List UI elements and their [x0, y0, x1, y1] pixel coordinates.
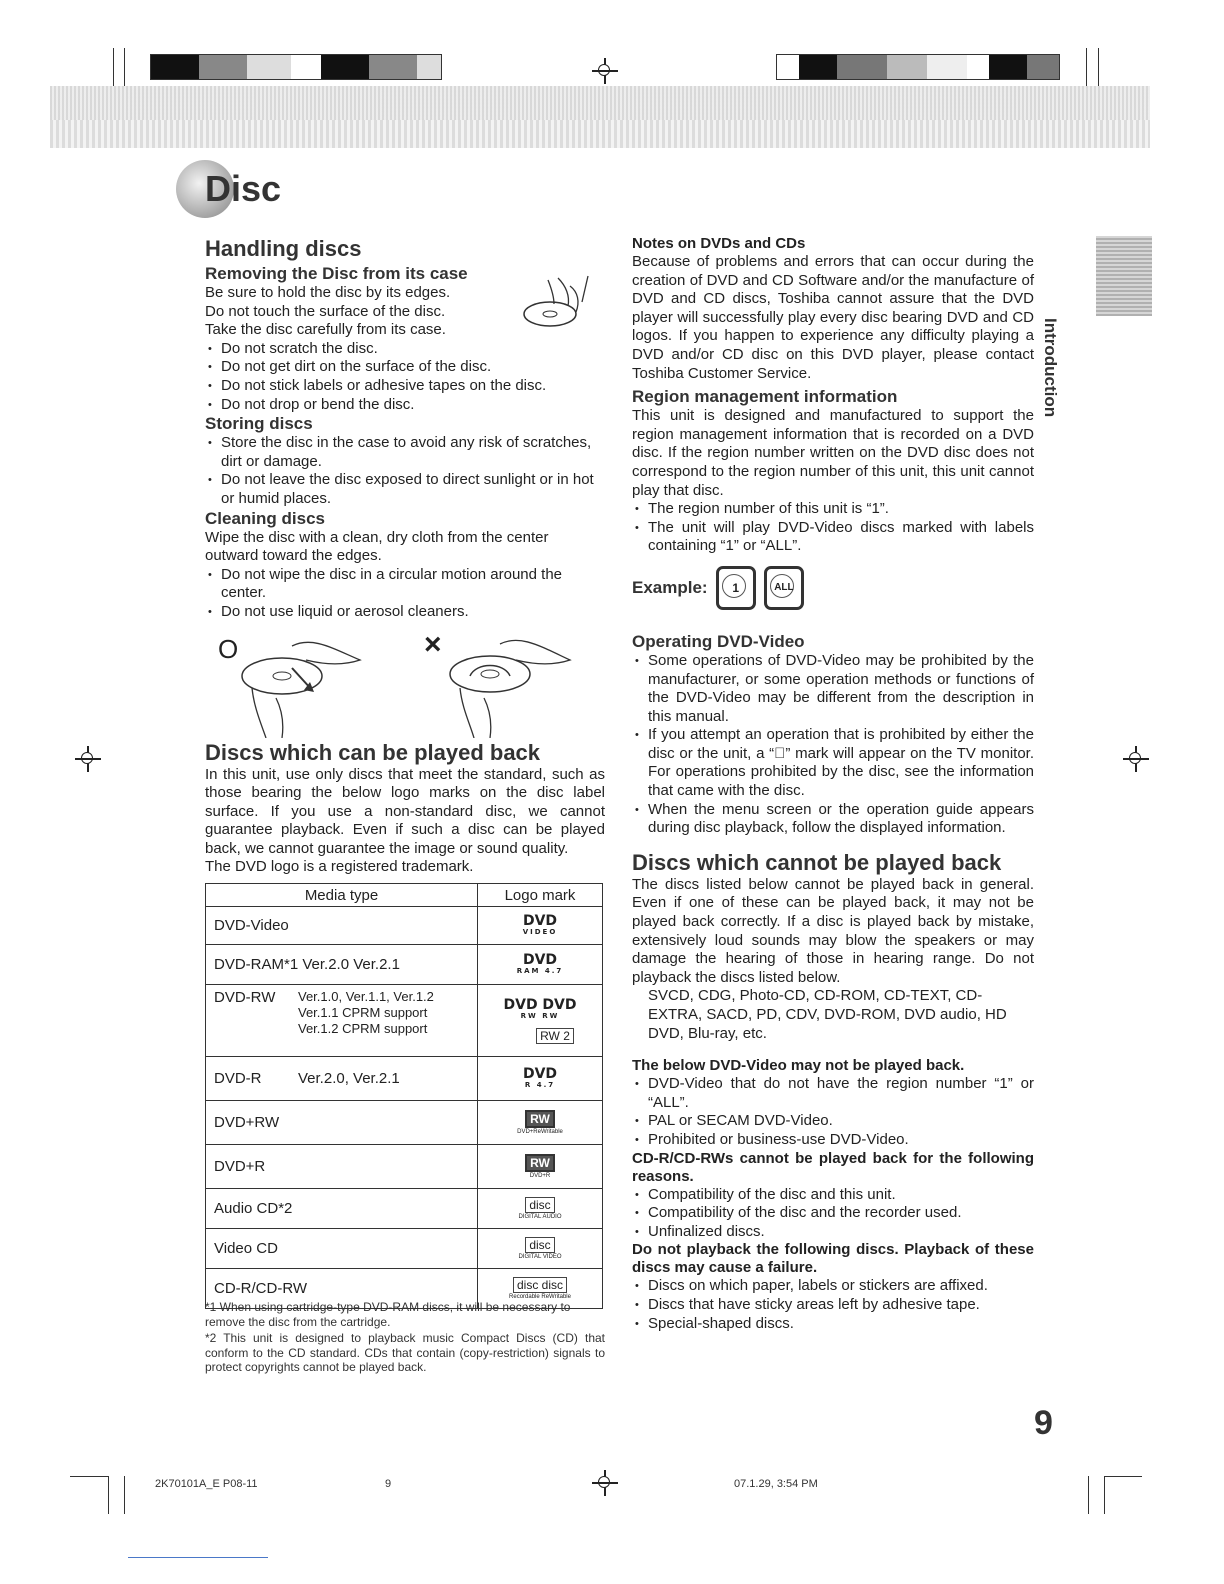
list-item: • Unfinalized discs. — [632, 1223, 1034, 1242]
list-item: • PAL or SECAM DVD-Video. — [632, 1112, 1034, 1131]
cannot-list: SVCD, CDG, Photo-CD, CD-ROM, CD-TEXT, CD-EXTRA, SACD, PD, CDV, DVD-ROM, DVD audio, HD DVD, Blu-ray, etc. — [648, 987, 1007, 1042]
storing-heading: Storing discs — [205, 414, 313, 434]
list-item: • The unit will play DVD-Video discs marked with labels containing “1” or “ALL”. — [632, 519, 1034, 556]
logo-cell: disc disc Recordable ReWritable — [478, 1269, 603, 1309]
registration-mark-top — [592, 58, 618, 84]
playable-section — [205, 740, 605, 876]
registration-mark-bottom — [592, 1470, 618, 1496]
footer-page: 9 — [385, 1478, 392, 1490]
table-row — [206, 1101, 603, 1145]
media-cell — [206, 1057, 478, 1101]
page-title: Disc — [205, 168, 282, 209]
list-item: • Store the disc in the case to avoid any risk of scratches, dirt or damage. — [205, 434, 603, 471]
list-item: • DVD-Video that do not have the region number “1” or “ALL”. — [632, 1075, 1034, 1112]
crop-mark — [1104, 1476, 1105, 1514]
dvd-rw-logo: DVD DVD RW RW — [503, 996, 577, 1020]
dvd-logo: DVD RAM 4.7 — [516, 951, 564, 975]
compact-disc-recordable-logo: disc disc — [513, 1277, 567, 1293]
media-detail: Ver.1.1 CPRM support — [298, 1005, 428, 1020]
media-cell — [206, 1189, 478, 1229]
media-name: DVD-R — [214, 1070, 262, 1087]
operating-bullets — [632, 652, 1034, 838]
list-item: • Do not drop or bend the disc. — [205, 396, 603, 415]
below-bullets — [632, 1075, 1034, 1149]
below-heading: The below DVD-Video may not be played back. — [632, 1057, 965, 1075]
removing-heading: Removing the Disc from its case — [205, 264, 468, 283]
disc-holding-illustration — [508, 272, 598, 332]
list-item: • Do not use liquid or aerosol cleaners. — [205, 603, 603, 622]
dvd-plus-r-logo: RW — [525, 1154, 555, 1172]
notes-text: Because of problems and errors that can occur during the creation of DVD and CD Software and/or the manufacture of DVD and CD discs, Toshiba cannot assure that the DVD player will successfully play every disc bearing DVD and CD logos. If you happen to experience any difficulty playing a DVD and/or CD disc on this DVD player, please contact Toshiba Customer Service. — [632, 253, 1034, 382]
page-number: 9 — [1034, 1404, 1053, 1442]
table-row — [206, 1145, 603, 1189]
side-tab-label: Introduction — [1041, 318, 1060, 418]
media-cell: DVD+R — [206, 1145, 478, 1189]
dvd-plus-rw-logo: RW — [525, 1110, 555, 1128]
cleaning-bullets — [205, 566, 603, 622]
table-row — [206, 1229, 603, 1269]
removing-line: Be sure to hold the disc by its edges. — [205, 284, 451, 301]
list-item: • Compatibility of the disc and the recorder used. — [632, 1204, 1034, 1223]
compact-disc-video-logo: disc — [525, 1237, 554, 1253]
cleaning-heading: Cleaning discs — [205, 508, 325, 528]
region-badge: 1 — [716, 566, 756, 610]
media-cell: DVD-Video — [206, 907, 478, 945]
crop-mark — [113, 48, 114, 86]
registration-mark-left — [75, 746, 101, 772]
handling-heading: Handling discs — [205, 236, 362, 261]
cdr-bullets — [632, 1186, 1034, 1242]
right-column — [632, 235, 1034, 1333]
playable-text: In this unit, use only discs that meet the standard, such as those bearing the below logo marks on the disc label surface. If you use a non-standard disc, we cannot guarantee playback. Even if such a disc can be played back, we cannot guarantee the image or sound quality. — [205, 766, 605, 857]
media-name: Audio CD*2 — [214, 1200, 293, 1217]
dvd-logo: DVD VIDEO — [522, 912, 558, 936]
playable-heading: Discs which can be played back — [205, 740, 541, 765]
media-cell: CD-R/CD-RW — [206, 1269, 478, 1309]
crop-mark — [124, 1476, 125, 1514]
crop-mark — [70, 1476, 108, 1477]
list-item: • Do not get dirt on the surface of the disc. — [205, 358, 603, 377]
example-row — [632, 566, 1034, 614]
compact-disc-audio-logo: disc — [525, 1197, 554, 1213]
list-item: • Discs that have sticky areas left by adhesive tape. — [632, 1296, 1034, 1315]
cannot-heading: Discs which cannot be played back — [632, 849, 1002, 875]
donot-bullets — [632, 1277, 1034, 1333]
region-badge: ALL — [764, 566, 804, 610]
region-heading: Region management information — [632, 387, 898, 407]
table-row — [206, 945, 603, 985]
media-cell: Video CD — [206, 1229, 478, 1269]
logo-cell — [478, 985, 603, 1057]
table-header: Logo mark — [478, 884, 603, 907]
example-label: Example: — [632, 577, 708, 597]
crop-mark — [1098, 48, 1099, 86]
media-detail: Ver.2.0, Ver.2.1 — [298, 1070, 400, 1087]
storing-bullets — [205, 434, 603, 508]
notes-heading: Notes on DVDs and CDs — [632, 235, 806, 252]
removing-bullets — [205, 340, 603, 414]
media-cell: DVD-RAM*1 Ver.2.0 Ver.2.1 — [206, 945, 478, 985]
dvd-r-logo: DVD R 4.7 — [522, 1065, 558, 1089]
media-table — [205, 883, 603, 1309]
region-bullets — [632, 500, 1034, 556]
header-band-lower — [50, 120, 1150, 148]
footnote-2: *2 This unit is designed to playback music Compact Discs (CD) that conform to the CD standard. CDs that contain (copy-restriction) signals to protect copyrights cannot be played back. — [205, 1331, 605, 1375]
table-row — [206, 907, 603, 945]
removing-line: Do not touch the surface of the disc. — [205, 302, 446, 320]
link-underline — [128, 1557, 268, 1558]
media-cell — [206, 985, 478, 1057]
media-detail: Ver.1.2 CPRM support — [298, 1021, 428, 1036]
removing-line: Take the disc carefully from its case. — [205, 321, 446, 339]
cannot-text: The discs listed below cannot be played back in general. Even if one of these can be played back, it may not be played back correctly. If a disc is played back by mistake, extensively loud sounds may blow the speakers or may damage the hearing of those in hearing range. Do not playback the discs listed below. — [632, 875, 1034, 986]
crop-mark — [124, 48, 125, 86]
list-item: • Discs on which paper, labels or stickers are affixed. — [632, 1277, 1034, 1296]
footer-date: 07.1.29, 3:54 PM — [734, 1478, 818, 1490]
logo-cell: RW DVD+ReWritable — [478, 1101, 603, 1145]
rw-version-logo: RW 2 — [536, 1028, 574, 1044]
logo-cell: disc DIGITAL AUDIO — [478, 1189, 603, 1229]
footer-code: 2K70101A_E P08-11 — [155, 1478, 258, 1490]
crop-mark — [108, 1476, 109, 1514]
list-item: • Some operations of DVD-Video may be prohibited by the manufacturer, or some operation methods or functions of the DVD-Video may be different from the description in this manual. — [632, 652, 1034, 726]
media-name: DVD-RW — [214, 989, 276, 1006]
list-item: • Do not stick labels or adhesive tapes on the disc. — [205, 377, 603, 396]
ng-mark: × — [424, 628, 442, 661]
table-row — [206, 1189, 603, 1229]
logo-cell — [478, 1057, 603, 1101]
ok-mark: O — [218, 634, 239, 664]
list-item: • Special-shaped discs. — [632, 1315, 1034, 1334]
side-tab — [1096, 236, 1152, 316]
region-text: This unit is designed and manufactured to support the region management information that is recorded on a DVD disc. If the region number written on the DVD disc does not correspond to the region number of this unit, this unit cannot play that disc. — [632, 407, 1034, 499]
footnote-1: *1 When using cartridge-type DVD-RAM discs, it will be necessary to remove the disc from the cartridge. — [205, 1300, 571, 1329]
list-item: • Do not scratch the disc. — [205, 340, 603, 359]
media-detail: Ver.1.0, Ver.1.1, Ver.1.2 — [298, 989, 434, 1004]
crop-mark — [1104, 1476, 1142, 1477]
list-item: • If you attempt an operation that is prohibited by either the disc or the unit, a “⃠” mark will appear on the TV monitor. For operations prohibited by the disc, see the information that came with the disc. — [632, 726, 1034, 800]
color-bar-right — [776, 54, 1060, 80]
logo-cell — [478, 907, 603, 945]
list-item: • Do not wipe the disc in a circular motion around the center. — [205, 566, 603, 603]
list-item: • The region number of this unit is “1”. — [632, 500, 1034, 519]
table-header: Media type — [206, 884, 478, 907]
cdr-heading: CD-R/CD-RWs cannot be played back for the following reasons. — [632, 1149, 1034, 1185]
donot-heading: Do not playback the following discs. Playback of these discs may cause a failure. — [632, 1241, 1034, 1277]
registration-mark-right — [1123, 746, 1149, 772]
logo-cell — [478, 945, 603, 985]
table-row — [206, 985, 603, 1057]
list-item: • Do not leave the disc exposed to direct sunlight or in hot or humid places. — [205, 471, 603, 508]
media-cell: DVD+RW — [206, 1101, 478, 1145]
list-item: • When the menu screen or the operation guide appears during disc playback, follow the displayed information. — [632, 801, 1034, 838]
list-item: • Compatibility of the disc and this unit. — [632, 1186, 1034, 1205]
crop-mark — [1088, 1476, 1089, 1514]
color-bar-left — [150, 54, 442, 80]
playable-text2: The DVD logo is a registered trademark. — [205, 858, 474, 876]
cleaning-text: Wipe the disc with a clean, dry cloth from the center outward toward the edges. — [205, 528, 549, 565]
logo-cell: disc DIGITAL VIDEO — [478, 1229, 603, 1269]
operating-heading: Operating DVD-Video — [632, 631, 805, 651]
cleaning-wrong-illustration — [440, 632, 590, 738]
cleaning-correct-illustration — [232, 638, 372, 738]
table-row — [206, 1057, 603, 1101]
crop-mark — [1086, 48, 1087, 86]
logo-cell: RW DVD+R — [478, 1145, 603, 1189]
list-item: • Prohibited or business-use DVD-Video. — [632, 1131, 1034, 1150]
